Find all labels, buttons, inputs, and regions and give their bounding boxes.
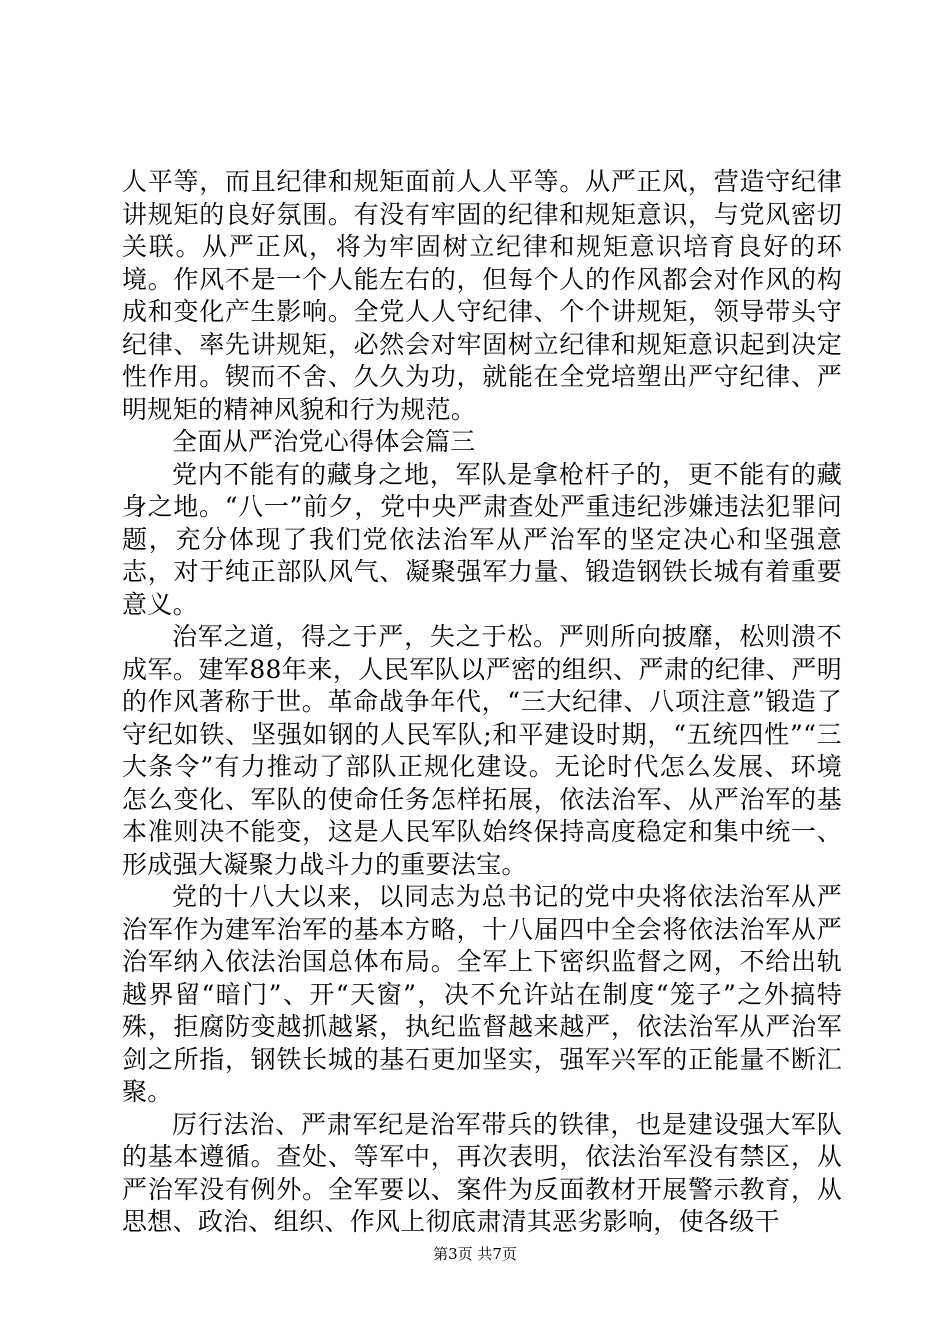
paragraph: 党内不能有的藏身之地，军队是拿枪杆子的，更不能有的藏身之地。“八一”前夕，党中央严肃查处严重违纪涉嫌违法犯罪问题，充分体现了我们党依法治军从严治军的坚定决心和坚强意志，对于纯正部队风气、凝聚强军力量、锻造钢铁长城有着重要意义。 (122, 459, 842, 619)
paragraph: 厉行法治、严肃军纪是治军带兵的铁律，也是建设强大军队的基本遵循。查处、等军中，再次表明，依法治军没有禁区，从严治军没有例外。全军要以、案件为反面教材开展警示教育，从思想、政治、组织、作风上彻底肃清其恶劣影响，使各级干 (122, 1109, 842, 1236)
document-body (122, 166, 842, 1239)
section-heading: 全面从严治党心得体会篇三 (172, 427, 476, 456)
paragraph: 治军之道，得之于严，失之于松。严则所向披靡，松则溃不成军。建军88年来，人民军队以严密的组织、严肃的纪律、严明的作风著称于世。革命战争年代，“三大纪律、八项注意”锻造了守纪如铁、坚强如钢的人民军队;和平建设时期，“五统四性”“三大条令”有力推动了部队正规化建设。无论时代怎么发展、环境怎么变化、军队的使命任务怎样拓展，依法治军、从严治军的基本准则决不能变，这是人民军队始终保持高度稳定和集中统一、形成强大凝聚力战斗力的重要法宝。 (122, 622, 842, 879)
paragraph: 党的十八大以来，以同志为总书记的党中央将依法治军从严治军作为建军治军的基本方略，十八届四中全会将依法治军从严治军纳入依法治国总体布局。全军上下密织监督之网，不给出轨越界留“暗门”、开“天窗”，决不允许站在制度“笼子”之外搞特殊，拒腐防变越抓越紧，执纪监督越来越严，依法治军从严治军剑之所指，钢铁长城的基石更加坚实，强军兴军的正能量不断汇聚。 (122, 882, 842, 1106)
page-number-footer: 第3页 共7页 (433, 1245, 517, 1263)
paragraph-continued: 人平等，而且纪律和规矩面前人人平等。从严正风，营造守纪律讲规矩的良好氛围。有没有牢固的纪律和规矩意识，与党风密切关联。从严正风，将为牢固树立纪律和规矩意识培育良好的环境。作风不是一个人能左右的，但每个人的作风都会对作风的构成和变化产生影响。全党人人守纪律、个个讲规矩，领导带头守纪律、率先讲规矩，必然会对牢固树立纪律和规矩意识起到决定性作用。锲而不舍、久久为功，就能在全党培塑出严守纪律、严明规矩的精神风貌和行为规范。 (122, 167, 842, 424)
